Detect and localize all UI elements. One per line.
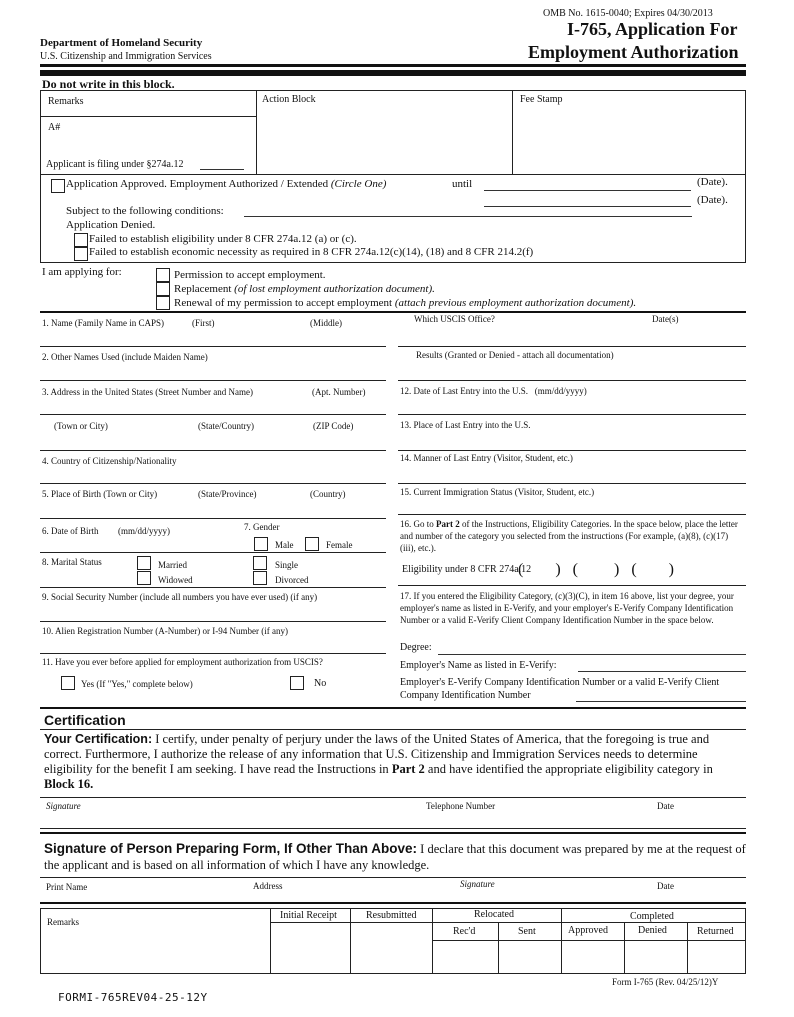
field-3b-line[interactable] (40, 450, 386, 451)
returned-label: Returned (697, 926, 734, 937)
field-10-label: 10. Alien Registration Number (A-Number) or I-94 Number (if any) (42, 626, 288, 636)
field-6-line[interactable] (40, 552, 386, 553)
results-label: Results (Granted or Denied - attach all documentation) (416, 350, 614, 360)
field-16-part2: Part 2 (436, 519, 460, 529)
field-1-first: (First) (192, 318, 215, 328)
completed-label: Completed (630, 911, 674, 922)
your-certification-label: Your Certification: (44, 732, 153, 746)
resubmitted-label: Resubmitted (366, 910, 417, 921)
eligibility-label: Eligibility under 8 CFR 274a.12 (402, 564, 532, 575)
employer-name-label: Employer's Name as listed in E-Verify: (400, 660, 557, 671)
denied-reason1-checkbox[interactable] (74, 233, 88, 247)
field-11-label: 11. Have you ever before applied for employment authorization from USCIS? (42, 657, 323, 667)
preparer-text: I declare that this document was prepared by me at the request of the applicant and is based on all information of which I have any knowledge. (44, 842, 746, 872)
field-1-middle: (Middle) (310, 318, 342, 328)
cert-signature-line[interactable] (40, 828, 746, 829)
relocated-label: Relocated (474, 909, 514, 920)
initial-receipt-label: Initial Receipt (280, 910, 337, 921)
field-3-line[interactable] (40, 414, 386, 415)
permission-label: Permission to accept employment. (174, 269, 326, 281)
field-3-town: (Town or City) (54, 421, 108, 431)
certification-text: I certify, under penalty of perjury under the laws of the United States of America, that the foregoing is true and correct. Furthermore, I authorize the release of any information that U.S. Citizenship and Immigration Services needs to determine eligibility for the benefit I am seeking. I have read the Instructions in (44, 732, 710, 776)
replacement-label: Replacement (174, 283, 232, 295)
form-title-line2: Employment Authorization (528, 42, 739, 62)
recd-label: Rec'd (453, 926, 476, 937)
degree-line[interactable] (438, 654, 746, 655)
certification-heading: Certification (44, 712, 126, 728)
field-3-zip: (ZIP Code) (313, 421, 354, 431)
single-checkbox[interactable] (253, 556, 267, 570)
denied-col-label: Denied (638, 925, 667, 936)
field-14-line[interactable] (398, 483, 746, 484)
preparer-heading: Signature of Person Preparing Form, If Other Than Above: (44, 841, 418, 856)
agency-name: U.S. Citizenship and Immigration Services (40, 51, 212, 62)
field-6-label: 6. Date of Birth (42, 526, 99, 536)
field-5-label: 5. Place of Birth (Town or City) (42, 489, 158, 499)
field-8-label: 8. Marital Status (42, 557, 102, 567)
circle-one-label: (Circle One) (330, 178, 387, 190)
department-name: Department of Homeland Security (40, 37, 203, 49)
approved-label: Approved (568, 925, 608, 936)
header-bar (40, 70, 746, 76)
married-checkbox[interactable] (137, 556, 151, 570)
degree-label: Degree: (400, 642, 432, 653)
eligibility-parens[interactable]: ( ) ( ) ( ) (518, 561, 674, 578)
field-16-label: 16. Go to (400, 519, 434, 529)
field-12-format: (mm/dd/yyyy) (534, 386, 587, 396)
denied-label: Application Denied. (66, 219, 156, 231)
results-line[interactable] (398, 380, 746, 381)
cert-signature-label: Signature (46, 801, 81, 811)
no-label: No (314, 678, 327, 689)
field-12-line[interactable] (398, 414, 746, 415)
employer-name-line[interactable] (578, 671, 746, 672)
denied-reason1-label: Failed to establish eligibility under 8 CFR 274a.12 (a) or (c). (89, 233, 357, 245)
field-16-text: of the Instructions, Eligibility Categories. In the space below, place the letter and number of the category you selected from the instructions (For example, (a)(8), (c)(17)(iii), etc.). (400, 519, 738, 553)
preparer-signature-line[interactable] (40, 902, 746, 904)
field-10-line[interactable] (40, 653, 386, 654)
male-label: Male (275, 540, 294, 550)
field-4-line[interactable] (40, 483, 386, 484)
widowed-label: Widowed (158, 575, 193, 585)
female-checkbox[interactable] (305, 537, 319, 551)
renewal-note: (attach previous employment authorization document). (394, 297, 637, 309)
field-14-label: 14. Manner of Last Entry (Visitor, Student, etc.) (400, 453, 573, 463)
field-5-state: (State/Province) (198, 489, 257, 499)
employer-id-label: Employer's E-Verify Company Identification Number or a valid E-Verify Client Company Identification Number (400, 677, 720, 701)
filing-under-label: Applicant is filing under §274a.12 (46, 159, 184, 170)
field-5-line[interactable] (40, 518, 386, 519)
permission-checkbox[interactable] (156, 268, 170, 282)
print-name-label: Print Name (46, 882, 88, 892)
action-block-label: Action Block (262, 94, 316, 105)
cert-telephone-label: Telephone Number (426, 801, 496, 811)
widowed-checkbox[interactable] (137, 571, 151, 585)
field-1-label: 1. Name (Family Name in CAPS) (42, 318, 164, 328)
a-number-label: A# (48, 122, 61, 133)
field-15-line[interactable] (398, 514, 746, 515)
sent-label: Sent (518, 926, 536, 937)
no-checkbox[interactable] (290, 676, 304, 690)
replacement-checkbox[interactable] (156, 282, 170, 296)
employer-id-line[interactable] (576, 701, 746, 702)
barcode-text: FORMI-765REV04-25-12Y (58, 991, 208, 1004)
date-label-1: (Date). (697, 176, 728, 188)
field-5-country: (Country) (310, 489, 346, 499)
female-label: Female (326, 540, 353, 550)
divorced-label: Divorced (275, 575, 309, 585)
preparer-signature-label: Signature (460, 879, 495, 889)
do-not-write-label: Do not write in this block. (42, 77, 175, 91)
form-revision: Form I-765 (Rev. 04/25/12)Y (612, 977, 719, 987)
certification-block16: Block 16. (44, 777, 94, 791)
denied-reason2-label: Failed to establish economic necessity as required in 8 CFR 274a.12(c)(14), (18) and 8 CFR 214.2(f) (89, 246, 534, 258)
field-13-label: 13. Place of Last Entry into the U.S. (400, 420, 531, 430)
certification-part2: Part 2 (391, 762, 425, 776)
field-17-label: 17. If you entered the Eligibility Category, (c)(3)(C), in item 16 above, list your degree, your employer's name as listed in E-Verify, and your employer's E-Verify Company Identification Number or a valid E-Verify Client Company Identification Number in the space below. (400, 591, 734, 625)
field-12-label: 12. Date of Last Entry into the U.S. (400, 386, 528, 396)
applying-for-label: I am applying for: (42, 266, 122, 278)
form-title-line1: I-765, Application For (567, 19, 738, 39)
field-15-label: 15. Current Immigration Status (Visitor, Student, etc.) (400, 487, 595, 497)
field-3-state: (State/Country) (198, 421, 254, 431)
field-13-line[interactable] (398, 450, 746, 451)
approved-label: Application Approved. Employment Authorized / Extended (66, 178, 329, 190)
denied-reason2-checkbox[interactable] (74, 247, 88, 261)
subject-to-label: Subject to the following conditions: (66, 205, 224, 217)
until-label: until (452, 178, 473, 190)
field-3-apt: (Apt. Number) (312, 387, 366, 397)
header-rule (40, 64, 746, 67)
married-label: Married (158, 560, 187, 570)
fee-stamp-label: Fee Stamp (520, 94, 563, 105)
field-2-line[interactable] (40, 380, 386, 381)
single-label: Single (275, 560, 299, 570)
field-7-label: 7. Gender (244, 522, 280, 532)
approved-checkbox[interactable] (51, 179, 65, 193)
dates-label: Date(s) (652, 314, 679, 324)
field-9-line[interactable] (40, 621, 386, 622)
field-6-format: (mm/dd/yyyy) (118, 526, 170, 536)
yes-checkbox[interactable] (61, 676, 75, 690)
field-1-line[interactable] (40, 346, 386, 347)
remarks-label: Remarks (48, 96, 84, 107)
field-3-label: 3. Address in the United States (Street Number and Name) (42, 387, 253, 397)
omb-number: OMB No. 1615-0040; Expires 04/30/2013 (543, 8, 713, 19)
cert-date-label: Date (657, 801, 674, 811)
table-remarks-label: Remarks (47, 917, 79, 927)
preparer-address-label: Address (253, 881, 283, 891)
yes-label: Yes (If "Yes," complete below) (81, 679, 193, 689)
preparer-date-label: Date (657, 881, 674, 891)
certification-text-b: and have identified the appropriate eligibility category in (427, 762, 713, 776)
uscis-office-label: Which USCIS Office? (414, 314, 495, 324)
male-checkbox[interactable] (254, 537, 268, 551)
field-9-label: 9. Social Security Number (include all numbers you have ever used) (if any) (42, 592, 318, 602)
replacement-note: (of lost employment authorization document). (234, 283, 435, 295)
field-4-label: 4. Country of Citizenship/Nationality (42, 456, 177, 466)
date-label-2: (Date). (697, 194, 728, 206)
renewal-label: Renewal of my permission to accept employment (174, 297, 393, 309)
uscis-office-line[interactable] (398, 346, 746, 347)
divorced-checkbox[interactable] (253, 571, 267, 585)
field-2-label: 2. Other Names Used (include Maiden Name) (42, 352, 208, 362)
renewal-checkbox[interactable] (156, 296, 170, 310)
